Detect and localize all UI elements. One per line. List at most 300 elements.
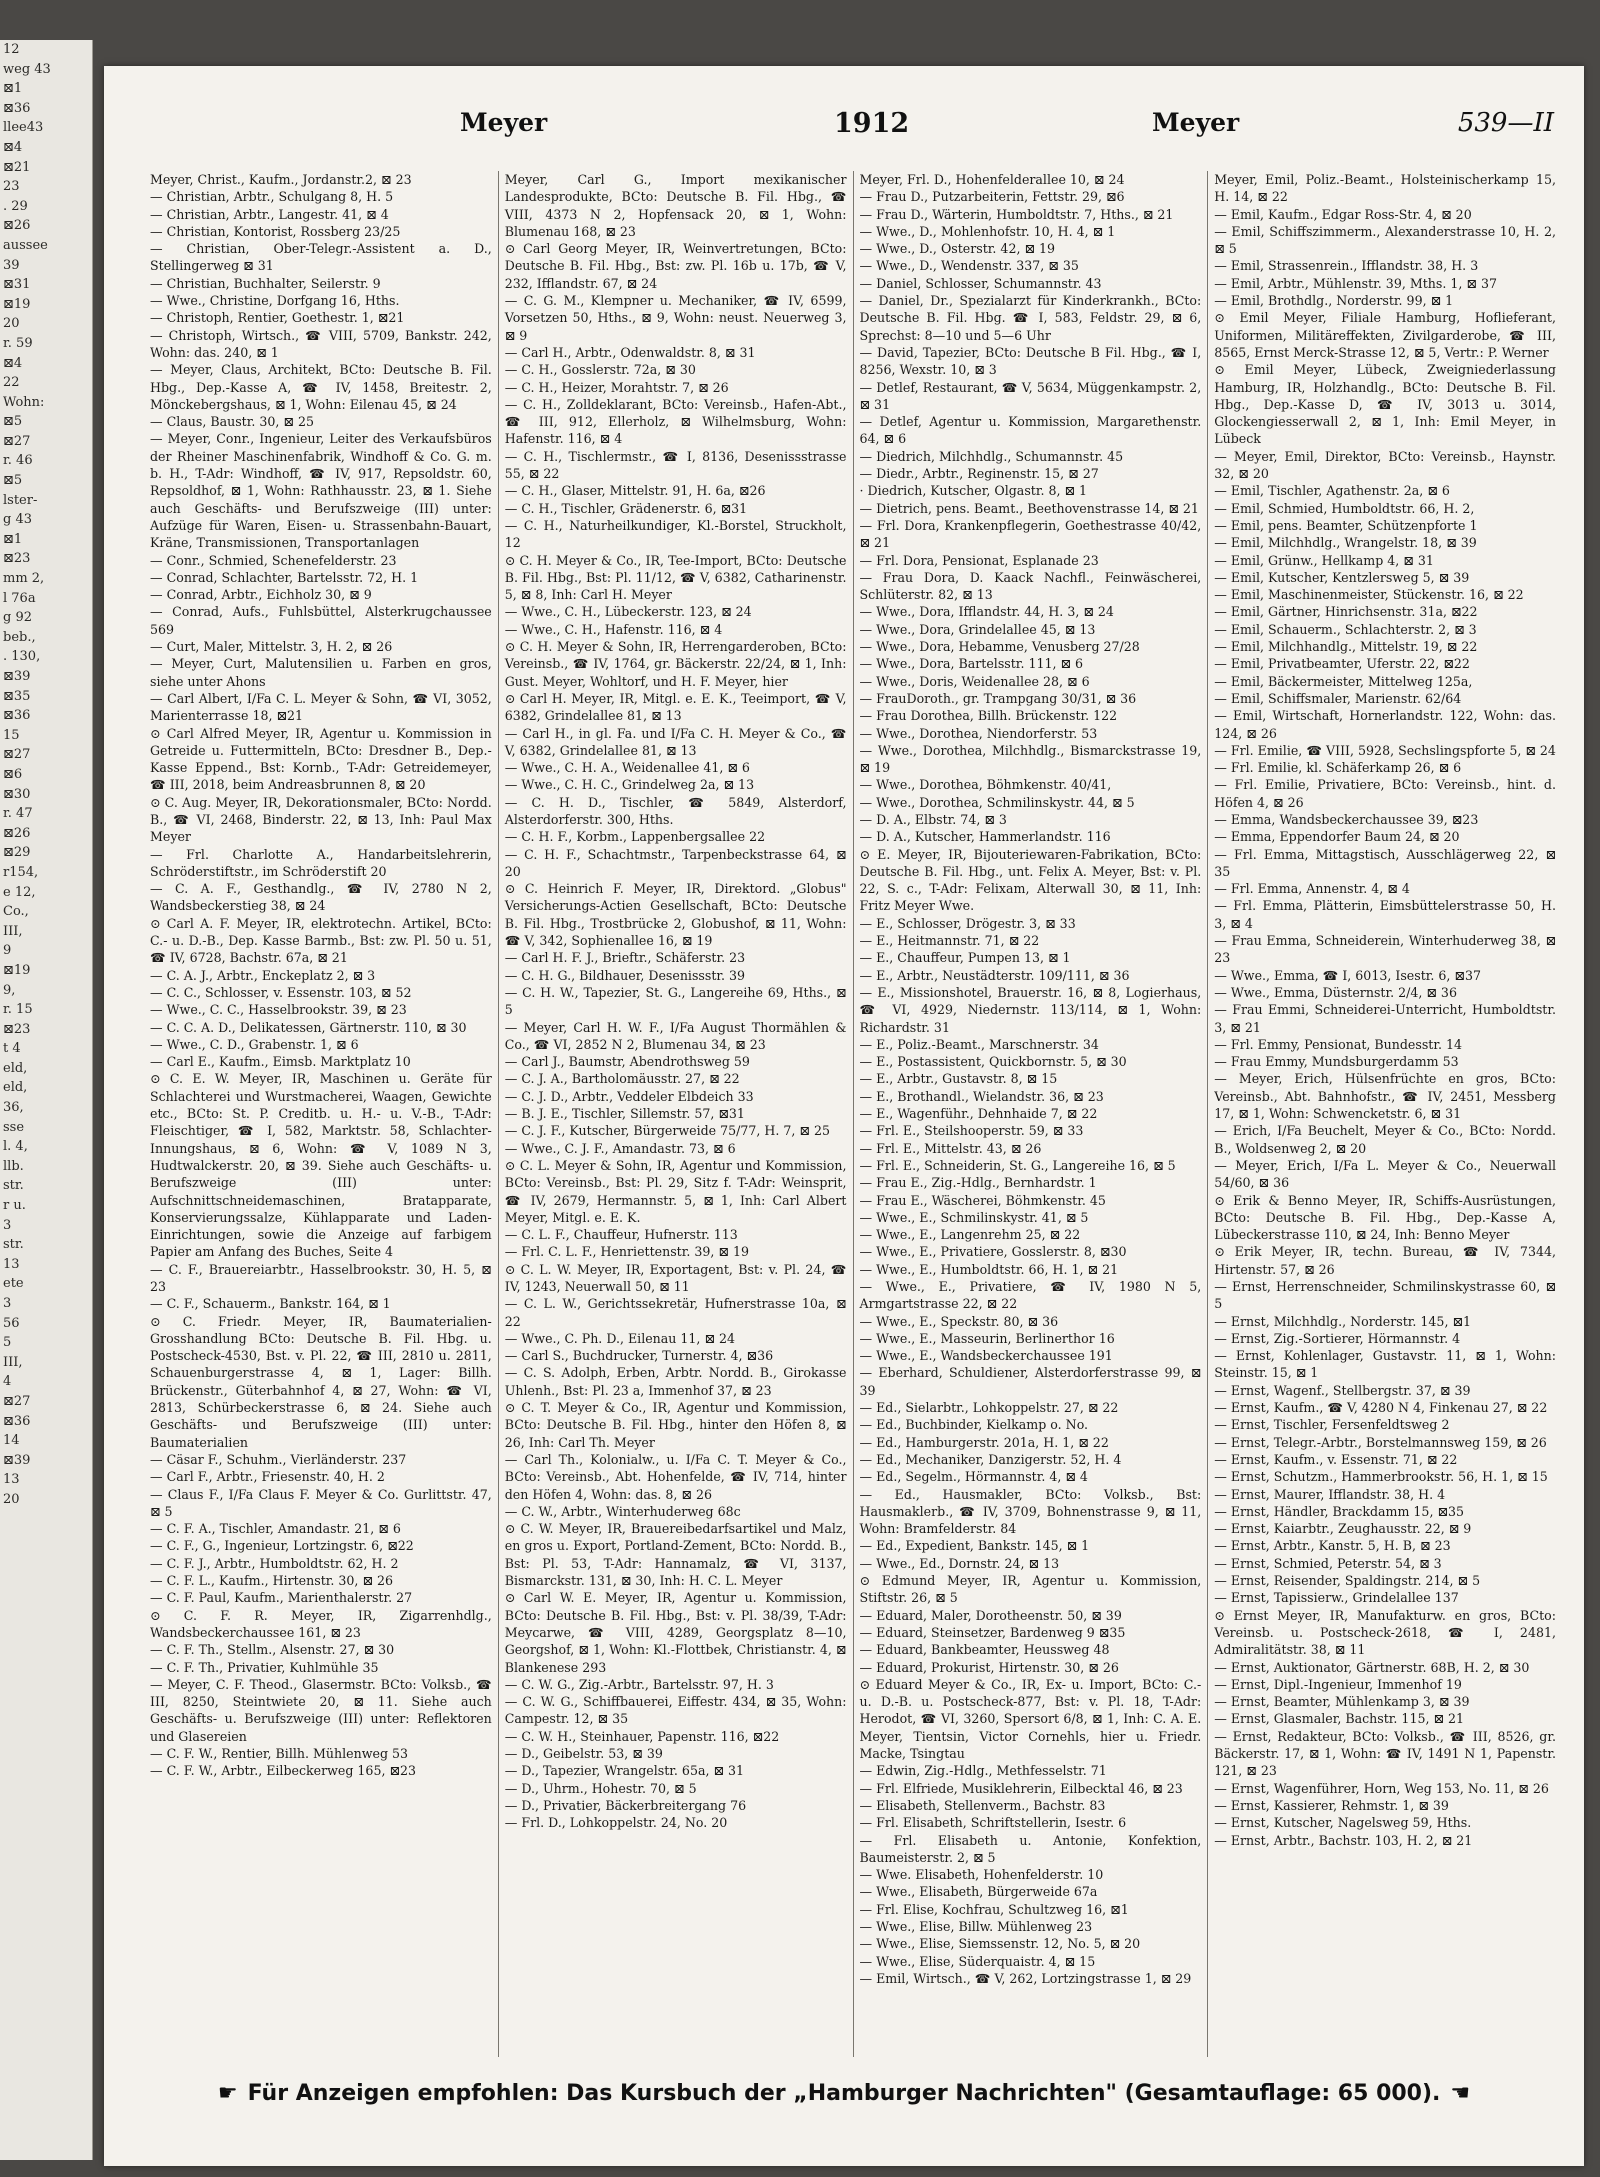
previous-page-fragment: ⊠36 bbox=[3, 100, 31, 116]
previous-page-fragment: ⊠19 bbox=[3, 962, 31, 978]
directory-entry: — Christian, Arbtr., Schulgang 8, H. 5 bbox=[150, 189, 394, 205]
previous-page-fragment: r. 15 bbox=[3, 1002, 33, 1018]
previous-page-fragment: str. bbox=[3, 1237, 24, 1253]
directory-entry: — Wwe., Dorothea, Böhmkenstr. 40/41, bbox=[859, 777, 1112, 793]
footer-text: Für Anzeigen empfohlen: Das Kursbuch der „Hamburger Nachrichten" (Gesamtauflage: 65 000). bbox=[247, 2081, 1441, 2106]
directory-entry: — Emil, Strassenrein., Ifflandstr. 38, H. 3 bbox=[1214, 258, 1479, 274]
directory-entry: — Wwe., E., Langenrehm 25, ⊠ 22 bbox=[859, 1227, 1081, 1243]
directory-entry: ⊙ C. E. W. Meyer, IR, Maschinen u. Geräte für Schlachterei und Wurstmacherei, Waagen, Gewichte etc., BCto: St. P. Creditb. u. H.- u. V.-B., T-Adr: Fleischtiger, ☎ I, 582, Marktstr. 58, Schlachter-Innungshaus, ⊠ 6, Wohn: ☎ V, 1089 N 3, Hudtwalckerstr. 20, ⊠ 39. Siehe auch Geschäfts- u. Berufszweige (III) unter: Aufschnittschneidemaschinen, Bratapparate, Konservierungssalze, Kühlapparate und Laden-Einrichtungen, sowie die Anzeige auf farbigem Papier am Anfang des Buches, Seite 4 bbox=[150, 1071, 492, 1260]
directory-entry: — Ernst, Händler, Brackdamm 15, ⊠35 bbox=[1214, 1503, 1465, 1519]
directory-entry: Meyer, Frl. D., Hohenfelderallee 10, ⊠ 24 bbox=[859, 172, 1125, 187]
directory-entry: — Wwe., C. H., Lübeckerstr. 123, ⊠ 24 bbox=[504, 604, 752, 620]
directory-entry: — C. S. Adolph, Erben, Arbtr. Nordd. B., Girokasse Uhlenh., Bst: Pl. 23 a, Immenhof 37, ⊠ 23 bbox=[504, 1365, 847, 1398]
directory-entry: — Christian, Ober-Telegr.-Assistent a. D., Stellingerweg ⊠ 31 bbox=[150, 241, 492, 274]
directory-entry: — Emil, Schiffszimmerm., Alexanderstrasse 10, H. 2, ⊠ 5 bbox=[1214, 223, 1556, 257]
directory-entry: — Wwe., Dora, Grindelallee 45, ⊠ 13 bbox=[859, 621, 1096, 637]
directory-entry: — Frl. Elise, Kochfrau, Schultzweg 16, ⊠1 bbox=[859, 1901, 1129, 1917]
directory-entry: — C. G. M., Klempner u. Mechaniker, ☎ IV, 6599, Vorsetzen 50, Hths., ⊠ 9, Wohn: neust. Neuerweg 3, ⊠ 9 bbox=[504, 293, 847, 343]
directory-entry: — Wwe., E., Wandsbeckerchaussee 191 bbox=[859, 1348, 1113, 1364]
directory-entry: — Meyer, C. F. Theod., Glasermstr. BCto: Volksb., ☎ III, 8250, Steintwiete 20, ⊠ 11. Siehe auch Geschäfts- u. Berufszweige (III) unter: Reflektoren und Glasereien bbox=[150, 1676, 492, 1744]
directory-entry: — Wwe., Elise, Siemssenstr. 12, No. 5, ⊠ 20 bbox=[859, 1936, 1141, 1952]
column-3 bbox=[854, 171, 1209, 2057]
directory-entry: — Ernst, Arbtr., Bachstr. 103, H. 2, ⊠ 21 bbox=[1214, 1832, 1473, 1848]
previous-page-fragment: ⊠1 bbox=[3, 531, 23, 547]
directory-entry: — Frl. E., Mittelstr. 43, ⊠ 26 bbox=[859, 1140, 1042, 1156]
directory-entry: — Daniel, Dr., Spezialarzt für Kinderkrankh., BCto: Deutsche B. Fil. Hbg. ☎ I, 583, Feldstr. 29, ⊠ 6, Sprechst: 8—10 und 5—6 Uhr bbox=[859, 293, 1202, 343]
previous-page-fragment: 13 bbox=[3, 1472, 20, 1488]
previous-page-fragment: r. 47 bbox=[3, 806, 33, 822]
directory-entry: — D., Tapezier, Wrangelstr. 65a, ⊠ 31 bbox=[504, 1763, 745, 1779]
previous-page-fragment: ⊠36 bbox=[3, 1413, 31, 1429]
directory-entry: — Detlef, Agentur u. Kommission, Margarethenstr. 64, ⊠ 6 bbox=[859, 414, 1202, 447]
directory-entry: ⊙ Carl W. E. Meyer, IR, Agentur u. Kommission, BCto: Deutsche B. Fil. Hbg., Bst: v. Pl. 38/39, T-Adr: Meycarwe, ☎ VIII, 4289, Georgsplatz 8—10, Georgshof, ⊠ 1, Wohn: Kl.-Flottbek, Christianstr. 4, ⊠ Blankenese 293 bbox=[504, 1590, 847, 1675]
column-1 bbox=[144, 171, 499, 2057]
directory-entry: — Frau E., Zig.-Hdlg., Bernhardstr. 1 bbox=[859, 1175, 1097, 1191]
directory-entry: — Emil, Milchhandlg., Mittelstr. 19, ⊠ 22 bbox=[1214, 639, 1478, 655]
directory-entry: — C. J. A., Bartholomäusstr. 27, ⊠ 22 bbox=[504, 1071, 740, 1087]
directory-entry: — Wwe., C. H. A., Weidenallee 41, ⊠ 6 bbox=[504, 760, 750, 776]
directory-entry: ⊙ Erik & Benno Meyer, IR, Schiffs-Ausrüstungen, BCto: Deutsche B. Fil. Hbg., Dep.-Kasse A, Lübeckerstrasse 110, ⊠ 24, Inh: Benno Meyer bbox=[1214, 1192, 1556, 1243]
directory-entry: — Frl. Emmy, Pensionat, Bundesstr. 14 bbox=[1214, 1036, 1463, 1052]
directory-entry: — Ernst, Kaiarbtr., Zeughausstr. 22, ⊠ 9 bbox=[1214, 1521, 1472, 1537]
directory-entry: — Wwe., Emma, ☎ I, 6013, Isestr. 6, ⊠37 bbox=[1214, 967, 1482, 983]
header-right-name: Meyer bbox=[1152, 108, 1240, 137]
previous-page-fragment: . 130, bbox=[3, 649, 41, 665]
directory-entry: — Frl. Elfriede, Musiklehrerin, Eilbecktal 46, ⊠ 23 bbox=[859, 1780, 1183, 1796]
previous-page-fragment: ⊠39 bbox=[3, 669, 31, 684]
directory-entry: — Wwe. Elisabeth, Hohenfelderstr. 10 bbox=[859, 1867, 1104, 1883]
directory-entry: — Emil, Wirtschaft, Hornerlandstr. 122, Wohn: das. 124, ⊠ 26 bbox=[1214, 708, 1556, 741]
directory-entry: — Conrad, Schlachter, Bartelsstr. 72, H. 1 bbox=[150, 569, 419, 585]
directory-entry: — Wwe., E., Humboldtstr. 66, H. 1, ⊠ 21 bbox=[859, 1261, 1119, 1277]
directory-entry: ⊙ C. T. Meyer & Co., IR, Agentur und Kommission, BCto: Deutsche B. Fil. Hbg., hinter den Höfen 8, ⊠ 26, Inh: Carl Th. Meyer bbox=[504, 1400, 847, 1450]
directory-entry: — E., Brothandl., Wielandstr. 36, ⊠ 23 bbox=[859, 1088, 1104, 1104]
previous-page-fragment: eld, bbox=[3, 1080, 28, 1096]
previous-page-fragment: ⊠27 bbox=[3, 433, 31, 449]
directory-entry: — Christoph, Wirtsch., ☎ VIII, 5709, Bankstr. 242, Wohn: das. 240, ⊠ 1 bbox=[150, 327, 492, 360]
directory-entry: — Wwe., C. C., Hasselbrookstr. 39, ⊠ 23 bbox=[150, 1002, 407, 1018]
directory-entry: — D. A., Kutscher, Hammerlandstr. 116 bbox=[859, 829, 1111, 845]
directory-entry: — Ernst, Kohlenlager, Gustavstr. 11, ⊠ 1, Wohn: Steinstr. 15, ⊠ 1 bbox=[1214, 1348, 1556, 1381]
directory-entry: — Ernst, Arbtr., Kanstr. 5, H. B, ⊠ 23 bbox=[1214, 1538, 1451, 1554]
directory-entry: — Meyer, Erich, I/Fa L. Meyer & Co., Neuerwall 54/60, ⊠ 36 bbox=[1214, 1157, 1556, 1191]
directory-entry: — Conr., Schmied, Schenefelderstr. 23 bbox=[150, 552, 397, 568]
directory-entry: — E., Heitmannstr. 71, ⊠ 22 bbox=[859, 933, 1040, 949]
directory-entry: — C. J. D., Arbtr., Veddeler Elbdeich 33 bbox=[504, 1088, 754, 1104]
previous-page-fragment: 3 bbox=[3, 1296, 12, 1311]
previous-page-fragment: llb. bbox=[3, 1158, 24, 1174]
directory-entry: — Ernst, Milchhdlg., Norderstr. 145, ⊠1 bbox=[1214, 1313, 1472, 1329]
directory-entry: — Ernst, Wagenf., Stellbergstr. 37, ⊠ 39 bbox=[1214, 1382, 1471, 1398]
directory-entry: — Ed., Hausmakler, BCto: Volksb., Bst: Hausmaklerb., ☎ IV, 3709, Bohnenstrasse 9, ⊠ 11, Wohn: Bramfelderstr. 84 bbox=[859, 1486, 1202, 1537]
directory-entry: — Wwe., Elise, Süderquaistr. 4, ⊠ 15 bbox=[859, 1953, 1096, 1969]
directory-entry: — Carl H., in gl. Fa. und I/Fa C. H. Meyer & Co., ☎ V, 6382, Grindelallee 81, ⊠ 13 bbox=[504, 725, 847, 758]
directory-entry: — Frl. Emma, Annenstr. 4, ⊠ 4 bbox=[1214, 881, 1410, 897]
directory-entry: — C. F., Schauerm., Bankstr. 164, ⊠ 1 bbox=[150, 1296, 391, 1312]
previous-page-fragment: 23 bbox=[3, 179, 20, 195]
previous-page-fragment: ⊠19 bbox=[3, 296, 31, 312]
directory-entry: ⊙ C. L. W. Meyer, IR, Exportagent, Bst: v. Pl. 24, ☎ IV, 1243, Neuerwall 50, ⊠ 11 bbox=[504, 1261, 847, 1294]
directory-entry: — Emil, Arbtr., Mühlenstr. 39, Mths. 1, ⊠ 37 bbox=[1214, 275, 1497, 291]
directory-entry: — Carl S., Buchdrucker, Turnerstr. 4, ⊠36 bbox=[504, 1348, 774, 1364]
directory-entry: — Ernst, Tapissierw., Grindelallee 137 bbox=[1214, 1590, 1459, 1606]
directory-entry: — Ernst, Auktionator, Gärtnerstr. 68B, H. 2, ⊠ 30 bbox=[1214, 1659, 1530, 1675]
directory-entry: — Frau Dora, D. Kaack Nachfl., Feinwäscherei, Schlüterstr. 82, ⊠ 13 bbox=[859, 569, 1202, 603]
directory-entry: — Frl. D., Lohkoppelstr. 24, No. 20 bbox=[504, 1815, 728, 1831]
directory-entry: — Wwe., Dorothea, Milchhdlg., Bismarckstrasse 19, ⊠ 19 bbox=[859, 742, 1202, 776]
previous-page-fragment: 22 bbox=[3, 375, 20, 391]
directory-entry: — Frl. Elisabeth, Schriftstellerin, Isestr. 6 bbox=[859, 1815, 1127, 1831]
directory-entry: — Wwe., Elise, Billw. Mühlenweg 23 bbox=[859, 1918, 1093, 1934]
directory-entry: — Wwe., C. D., Grabenstr. 1, ⊠ 6 bbox=[150, 1036, 359, 1052]
directory-entry: — Carl Th., Kolonialw., u. I/Fa C. T. Meyer & Co., BCto: Vereinsb., Abt. Hohenfelde, ☎ IV, 714, hinter den Höfen 4, Wohn: das. 8, ⊠ 26 bbox=[504, 1451, 847, 1502]
directory-entry: — Wwe., E., Privatiere, ☎ IV, 1980 N 5, Armgartstrasse 22, ⊠ 22 bbox=[859, 1279, 1202, 1312]
previous-page-fragment: 39 bbox=[3, 257, 20, 273]
directory-entry: — Frl. Elisabeth u. Antonie, Konfektion, Baumeisterstr. 2, ⊠ 5 bbox=[859, 1832, 1202, 1865]
previous-page-fragment: g 92 bbox=[3, 610, 32, 626]
directory-entry: — Daniel, Schlosser, Schumannstr. 43 bbox=[859, 275, 1102, 291]
previous-page-fragment: ete bbox=[3, 1276, 24, 1292]
directory-entry: — Carl J., Baumstr, Abendrothsweg 59 bbox=[504, 1054, 750, 1070]
directory-entry: — C. H., Glaser, Mittelstr. 91, H. 6a, ⊠26 bbox=[504, 483, 766, 499]
directory-entry: — E., Postassistent, Quickbornstr. 5, ⊠ 30 bbox=[859, 1054, 1127, 1070]
previous-page-fragment: ⊠27 bbox=[3, 1393, 31, 1409]
directory-entry: — Wwe., Doris, Weidenallee 28, ⊠ 6 bbox=[859, 673, 1090, 689]
directory-page bbox=[104, 66, 1584, 2166]
directory-entry: — Ernst, Wagenführer, Horn, Weg 153, No. 11, ⊠ 26 bbox=[1214, 1780, 1549, 1796]
directory-entry: — Wwe., Elisabeth, Bürgerweide 67a bbox=[859, 1884, 1098, 1900]
previous-page-fragment: 15 bbox=[3, 727, 20, 743]
header-year: 1912 bbox=[834, 108, 910, 139]
directory-entry: — Diedrich, Milchhdlg., Schumannstr. 45 bbox=[859, 448, 1124, 464]
directory-entry: — D., Privatier, Bäckerbreitergang 76 bbox=[504, 1797, 747, 1813]
directory-entry: — Conrad, Arbtr., Eichholz 30, ⊠ 9 bbox=[150, 587, 372, 603]
previous-page-fragment: r. 46 bbox=[3, 453, 33, 469]
previous-page-fragment: r154, bbox=[3, 864, 39, 880]
directory-entry: ⊙ C. Friedr. Meyer, IR, Baumaterialien-Grosshandlung BCto: Deutsche B. Fil. Hbg. u. Postscheck-4530, Bst. v. Pl. 22, ☎ III, 2810 u. 2811, Schauenburgerstrasse 4, ⊠ 1, Lager: Billh. Brückenstr., Güterbahnhof 4, ⊠ 27, Wohn: ☎ VI, 2813, Schürbeckerstrasse 6, ⊠ 24. Siehe auch Geschäfts- und Berufszweige (III) unter: Baumaterialien bbox=[150, 1313, 492, 1450]
directory-entry: — Carl H., Arbtr., Odenwaldstr. 8, ⊠ 31 bbox=[504, 344, 756, 360]
column-2 bbox=[499, 171, 854, 2057]
directory-entry: — B. J. E., Tischler, Sillemstr. 57, ⊠31 bbox=[504, 1106, 745, 1122]
directory-entry: — C. W. G., Schiffbauerei, Eiffestr. 434, ⊠ 35, Wohn: Campestr. 12, ⊠ 35 bbox=[504, 1694, 847, 1727]
advertisement-footer bbox=[144, 2081, 1544, 2117]
directory-entry: — Wwe., Emma, Düsternstr. 2/4, ⊠ 36 bbox=[1214, 984, 1457, 1000]
directory-entry: — Ernst, Kaufm., v. Essenstr. 71, ⊠ 22 bbox=[1214, 1451, 1458, 1467]
directory-entry: — Dietrich, pens. Beamt., Beethovenstrasse 14, ⊠ 21 bbox=[859, 500, 1199, 516]
previous-page-fragment: 36, bbox=[3, 1100, 24, 1116]
directory-entry: — Ernst, Reisender, Spaldingstr. 214, ⊠ 5 bbox=[1214, 1573, 1481, 1589]
previous-page-fragment: ⊠35 bbox=[3, 688, 31, 704]
directory-entry: — Ernst, Dipl.-Ingenieur, Immenhof 19 bbox=[1214, 1676, 1462, 1692]
directory-entry: — Wwe., E., Schmilinskystr. 41, ⊠ 5 bbox=[859, 1209, 1089, 1225]
previous-page-fragment: mm 2, bbox=[3, 571, 45, 587]
directory-entry: ⊙ Carl Georg Meyer, IR, Weinvertretungen, BCto: Deutsche B. Fil. Hbg., Bst: zw. Pl. 16b u. 17b, ☎ V, 232, Ifflandstr. 67, ⊠ 24 bbox=[504, 241, 847, 291]
directory-entry: ⊙ C. F. R. Meyer, IR, Zigarrenhdlg., Wandsbeckerchaussee 161, ⊠ 23 bbox=[150, 1607, 492, 1640]
directory-entry: — Eberhard, Schuldiener, Alsterdorferstrasse 99, ⊠ 39 bbox=[859, 1365, 1202, 1398]
directory-entry: — Frl. Emma, Plätterin, Eimsbüttelerstrasse 50, H. 3, ⊠ 4 bbox=[1214, 898, 1556, 931]
directory-entry: — Wwe., C. Ph. D., Eilenau 11, ⊠ 24 bbox=[504, 1330, 736, 1346]
directory-entry: — Ernst, Schutzm., Hammerbrookstr. 56, H. 1, ⊠ 15 bbox=[1214, 1469, 1548, 1485]
directory-entry: — Frl. Dora, Pensionat, Esplanade 23 bbox=[859, 552, 1099, 568]
directory-entry: — Wwe., C. J. F., Amandastr. 73, ⊠ 6 bbox=[504, 1140, 736, 1156]
directory-entry: — Carl F., Arbtr., Friesenstr. 40, H. 2 bbox=[150, 1469, 385, 1485]
previous-page-fragment: ⊠4 bbox=[3, 355, 23, 371]
directory-entry: — Frl. C. L. F., Henriettenstr. 39, ⊠ 19 bbox=[504, 1244, 749, 1260]
directory-entry: ⊙ Erik Meyer, IR, techn. Bureau, ☎ IV, 7344, Hirtenstr. 57, ⊠ 26 bbox=[1214, 1244, 1556, 1277]
directory-entry: — Emil, Schiffsmaler, Marienstr. 62/64 bbox=[1214, 690, 1462, 706]
directory-entry: Meyer, Christ., Kaufm., Jordanstr.2, ⊠ 23 bbox=[150, 172, 412, 187]
directory-entry: — Frl. Emilie, ☎ VIII, 5928, Sechslingspforte 5, ⊠ 24 bbox=[1214, 742, 1556, 758]
directory-entry: — Meyer, Conr., Ingenieur, Leiter des Verkaufsbüros der Rheiner Maschinenfabrik, Windhoff & Co. G. m. b. H., T-Adr: Windhoff, ☎ IV, 917, Repsoldstr. 60, Repsoldhof, ⊠ 1, Wohn: Rathhausstr. 23, ⊠ 1. Siehe auch Geschäfts- und Berufszweige (III) unter: Aufzüge für Waren, Eisen- u. Strassenbahn-Bauart, Kräne, Transmissionen, Transportanlagen bbox=[150, 431, 492, 551]
previous-page-fragment: ⊠4 bbox=[3, 139, 23, 155]
directory-entry: — C. H., Naturheilkundiger, Kl.-Borstel, Struckholt, 12 bbox=[504, 517, 847, 551]
directory-entry: — Wwe., Dora, Bartelsstr. 111, ⊠ 6 bbox=[859, 656, 1084, 672]
previous-page-fragment: 14 bbox=[3, 1433, 20, 1449]
directory-entry: — C. H. D., Tischler, ☎ 5849, Alsterdorf, Alsterdorferstr. 300, Hths. bbox=[504, 794, 847, 827]
previous-page-fragment: ⊠31 bbox=[3, 277, 31, 293]
directory-entry: — D., Uhrm., Hohestr. 70, ⊠ 5 bbox=[504, 1780, 697, 1796]
directory-entry: — C. A. J., Arbtr., Enckeplatz 2, ⊠ 3 bbox=[150, 967, 376, 983]
directory-entry: — C. A. F., Gesthandlg., ☎ IV, 2780 N 2, Wandsbeckerstieg 38, ⊠ 24 bbox=[150, 881, 492, 914]
directory-entry: — Frl. Emma, Mittagstisch, Ausschlägerweg 22, ⊠ 35 bbox=[1214, 846, 1556, 879]
previous-page-fragment: aussee bbox=[3, 237, 48, 253]
directory-entry: — Wwe., D., Osterstr. 42, ⊠ 19 bbox=[859, 241, 1056, 257]
directory-entry: — D. A., Elbstr. 74, ⊠ 3 bbox=[859, 811, 1007, 827]
header-left-name: Meyer bbox=[460, 108, 548, 137]
directory-entry: — Emma, Eppendorfer Baum 24, ⊠ 20 bbox=[1214, 829, 1460, 845]
pointing-hand-icon-right: ☚ bbox=[1450, 2081, 1471, 2106]
directory-entry: — Frl. E., Steilshooperstr. 59, ⊠ 33 bbox=[859, 1123, 1084, 1139]
directory-entry: — Emil, Brothdlg., Norderstr. 99, ⊠ 1 bbox=[1214, 293, 1454, 309]
directory-entry: — Wwe., C. H., Hafenstr. 116, ⊠ 4 bbox=[504, 621, 723, 637]
directory-entry: — C. H., Zolldeklarant, BCto: Vereinsb., Hafen-Abt., ☎ III, 912, Ellerholz, ⊠ Wilhelmsburg, Wohn: Hafenstr. 116, ⊠ 4 bbox=[504, 396, 847, 447]
directory-entry: — Wwe., E., Masseurin, Berlinerthor 16 bbox=[859, 1330, 1115, 1346]
previous-page-fragment: l 76a bbox=[3, 590, 36, 606]
previous-page-fragment: . 29 bbox=[3, 198, 28, 214]
directory-entry: — Carl Albert, I/Fa C. L. Meyer & Sohn, ☎ VI, 3052, Marienterrasse 18, ⊠21 bbox=[150, 690, 492, 724]
directory-entry: — C. H. F., Korbm., Lappenbergsallee 22 bbox=[504, 829, 766, 845]
directory-entry: — Wwe., C. H. C., Grindelweg 2a, ⊠ 13 bbox=[504, 777, 755, 793]
directory-entry: — C. F. W., Rentier, Billh. Mühlenweg 53 bbox=[150, 1746, 409, 1762]
directory-entry: — Ed., Mechaniker, Danzigerstr. 52, H. 4 bbox=[859, 1451, 1122, 1467]
previous-page-fragment: ⊠36 bbox=[3, 708, 31, 724]
directory-entry: — Meyer, Emil, Direktor, BCto: Vereinsb., Haynstr. 32, ⊠ 20 bbox=[1214, 448, 1556, 482]
directory-entry: — Emil, Wirtsch., ☎ V, 262, Lortzingstrasse 1, ⊠ 29 bbox=[859, 1970, 1192, 1986]
previous-page-fragment: 9, bbox=[3, 982, 16, 998]
directory-entry: — Emil, Privatbeamter, Uferstr. 22, ⊠22 bbox=[1214, 656, 1470, 672]
previous-page-fragment: ⊠6 bbox=[3, 766, 23, 782]
directory-entry: — Edwin, Zig.-Hdlg., Methfesselstr. 71 bbox=[859, 1763, 1107, 1779]
directory-entry: — Frl. Emilie, Privatiere, BCto: Vereinsb., hint. d. Höfen 4, ⊠ 26 bbox=[1214, 777, 1556, 810]
directory-entry: — C. H. W., Tapezier, St. G., Langereihe 69, Hths., ⊠ 5 bbox=[504, 984, 847, 1018]
directory-entry: — Wwe., Ed., Dornstr. 24, ⊠ 13 bbox=[859, 1555, 1060, 1571]
directory-entry: — C. F. Paul, Kaufm., Marienthalerstr. 27 bbox=[150, 1590, 413, 1606]
previous-page-fragment: llee43 bbox=[3, 120, 44, 136]
directory-entry: · Diedrich, Kutscher, Olgastr. 8, ⊠ 1 bbox=[859, 483, 1088, 499]
directory-entry: — Wwe., Christine, Dorfgang 16, Hths. bbox=[150, 293, 400, 309]
directory-entry: — D., Geibelstr. 53, ⊠ 39 bbox=[504, 1746, 663, 1762]
directory-entry: — E., Wagenführ., Dehnhaide 7, ⊠ 22 bbox=[859, 1106, 1098, 1122]
directory-entry: — Ernst, Beamter, Mühlenkamp 3, ⊠ 39 bbox=[1214, 1694, 1470, 1710]
previous-page-fragment: ⊠23 bbox=[3, 551, 31, 567]
directory-entry: — Ernst, Schmied, Peterstr. 54, ⊠ 3 bbox=[1214, 1555, 1442, 1571]
directory-entry: — C. W. H., Steinhauer, Papenstr. 116, ⊠22 bbox=[504, 1728, 780, 1744]
previous-page-fragment: ⊠39 bbox=[3, 1452, 31, 1468]
directory-entry: — Ernst, Kassierer, Rehmstr. 1, ⊠ 39 bbox=[1214, 1797, 1449, 1813]
directory-entry: — C. L. W., Gerichtssekretär, Hufnerstrasse 10a, ⊠ 22 bbox=[504, 1296, 847, 1329]
previous-page-fragment: ⊠26 bbox=[3, 218, 31, 234]
directory-entry: ⊙ Carl Alfred Meyer, IR, Agentur u. Kommission in Getreide u. Futtermitteln, BCto: Dresdner B., Dep.-Kasse Eppend., Bst: Kornb., T-Adr: Getreidemeyer, ☎ III, 2018, beim Andreasbrunnen 8, ⊠ 20 bbox=[150, 725, 492, 793]
previous-page-fragment: ⊠26 bbox=[3, 825, 31, 841]
directory-entry: — Meyer, Curt, Malutensilien u. Farben en gros, siehe unter Ahons bbox=[150, 656, 492, 689]
directory-entry: — Meyer, Claus, Architekt, BCto: Deutsche B. Fil. Hbg., Dep.-Kasse A, ☎ IV, 1458, Breitestr. 2, Mönckebergshaus, ⊠ 1, Wohn: Eilenau 45, ⊠ 24 bbox=[150, 362, 492, 412]
directory-entry: — Emil, Schauerm., Schlachterstr. 2, ⊠ 3 bbox=[1214, 621, 1477, 637]
previous-page-edge bbox=[0, 40, 93, 2160]
previous-page-fragment: 4 bbox=[3, 1374, 12, 1390]
previous-page-fragment: 56 bbox=[3, 1315, 20, 1331]
directory-entry: — Conrad, Aufs., Fuhlsbüttel, Alsterkrugchaussee 569 bbox=[150, 604, 492, 637]
directory-entry: — C. F. L., Kaufm., Hirtenstr. 30, ⊠ 26 bbox=[150, 1573, 394, 1589]
directory-entry: — Cäsar F., Schuhm., Vierländerstr. 237 bbox=[150, 1451, 407, 1467]
previous-page-fragment: str. bbox=[3, 1178, 24, 1194]
previous-page-fragment: 13 bbox=[3, 1256, 20, 1272]
directory-entry: — Wwe., Dorothea, Schmilinskystr. 44, ⊠ 5 bbox=[859, 794, 1135, 810]
directory-entry: — C. F. Th., Privatier, Kuhlmühle 35 bbox=[150, 1659, 379, 1675]
directory-entry: ⊙ C. Heinrich F. Meyer, IR, Direktord. „Globus" Versicherungs-Actien Gesellschaft, BCto: Deutsche B. Fil. Hbg., Trostbrücke 2, Globushof, ⊠ 11, Wohn: ☎ V, 342, Sophienallee 16, ⊠ 19 bbox=[504, 881, 847, 949]
directory-entry: — C. H., Heizer, Morahtstr. 7, ⊠ 26 bbox=[504, 379, 729, 395]
directory-entry: ⊙ E. Meyer, IR, Bijouteriewaren-Fabrikation, BCto: Deutsche B. Fil. Hbg., unt. Felix A. Meyer, Bst: v. Pl. 22, S. c., T-Adr: Felixam, Alterwall 30, ⊠ 11, Inh: Fritz Meyer Wwe. bbox=[859, 846, 1202, 914]
directory-entry: — Claus F., I/Fa Claus F. Meyer & Co. Gurlittstr. 47, ⊠ 5 bbox=[150, 1486, 492, 1519]
directory-entry: — Meyer, Carl H. W. F., I/Fa August Thormählen & Co., ☎ VI, 2852 N 2, Blumenau 34, ⊠ 23 bbox=[504, 1019, 847, 1052]
directory-entry: — Ed., Hamburgerstr. 201a, H. 1, ⊠ 22 bbox=[859, 1434, 1109, 1450]
directory-entry: — Claus, Baustr. 30, ⊠ 25 bbox=[150, 414, 315, 430]
directory-entry: — C. C., Schlosser, v. Essenstr. 103, ⊠ 52 bbox=[150, 984, 412, 1000]
column-4 bbox=[1208, 171, 1562, 2057]
directory-entry: — C. F. J., Arbtr., Humboldtstr. 62, H. 2 bbox=[150, 1555, 399, 1571]
previous-page-fragment: t 4 bbox=[3, 1041, 21, 1057]
directory-entry: ⊙ Eduard Meyer & Co., IR, Ex- u. Import, BCto: C.- u. D.-B. u. Postscheck-877, Bst: v. Pl. 18, T-Adr: Herodot, ☎ VI, 3260, Spersort 6/8, ⊠ 1, Inh: C. A. E. Meyer, Tientsin, Victor Cornehls, hier u. Friedr. Macke, Tsingtau bbox=[859, 1676, 1202, 1762]
directory-entry: ⊙ C. W. Meyer, IR, Brauereibedarfsartikel und Malz, en gros u. Export, Portland-Zement, BCto: Nordd. B., Bst: Pl. 53, T-Adr: Hannamalz, ☎ VI, 3137, Bismarckstr. 131, ⊠ 30, Inh: H. C. L. Meyer bbox=[504, 1521, 847, 1589]
directory-entry: — C. C. A. D., Delikatessen, Gärtnerstr. 110, ⊠ 30 bbox=[150, 1019, 467, 1035]
directory-entry: — E., Missionshotel, Brauerstr. 16, ⊠ 8, Logierhaus, ☎ VI, 4929, Niedernstr. 113/114, ⊠ 1, Wohn: Richardstr. 31 bbox=[859, 984, 1202, 1035]
directory-entry: — Emma, Wandsbeckerchaussee 39, ⊠23 bbox=[1214, 811, 1479, 827]
directory-entry: — Wwe., Dora, Hebamme, Venusberg 27/28 bbox=[859, 639, 1140, 655]
directory-entry: — Emil, Bäckermeister, Mittelweg 125a, bbox=[1214, 673, 1473, 689]
directory-entry: — Frl. Charlotte A., Handarbeitslehrerin, Schröderstiftstr., im Schröderstift 20 bbox=[150, 846, 492, 879]
directory-entry: ⊙ Edmund Meyer, IR, Agentur u. Kommission, Stiftstr. 26, ⊠ 5 bbox=[859, 1573, 1202, 1606]
previous-page-fragment: 20 bbox=[3, 1491, 20, 1507]
previous-page-fragment: e 12, bbox=[3, 884, 36, 900]
directory-entry: — C. H., Tischler, Grädenerstr. 6, ⊠31 bbox=[504, 500, 748, 516]
previous-page-fragment: sse bbox=[3, 1119, 25, 1135]
directory-entry: — C. F. A., Tischler, Amandastr. 21, ⊠ 6 bbox=[150, 1521, 401, 1537]
previous-page-fragment: g 43 bbox=[3, 512, 32, 528]
previous-page-fragment: Co., bbox=[3, 904, 29, 920]
directory-entry: — Emil, Gärtner, Hinrichsenstr. 31a, ⊠22 bbox=[1214, 604, 1478, 620]
previous-page-fragment: Wohn: bbox=[3, 394, 45, 410]
directory-entry: — Frl. Emilie, kl. Schäferkamp 26, ⊠ 6 bbox=[1214, 760, 1462, 776]
previous-page-fragment: 12 bbox=[3, 42, 20, 57]
directory-entry: ⊙ C. H. Meyer & Sohn, IR, Herrengarderoben, BCto: Vereinsb., ☎ IV, 1764, gr. Bäckerstr. 22/24, ⊠ 1, Inh: Gust. Meyer, Wohltorf, und H. F. Meyer, hier bbox=[504, 639, 847, 689]
directory-entry: — Ed., Expedient, Bankstr. 145, ⊠ 1 bbox=[859, 1538, 1090, 1554]
directory-entry: ⊙ Emil Meyer, Filiale Hamburg, Hoflieferant, Uniformen, Militäreffekten, Zivilgarderobe, ☎ III, 8565, Ernst Merck-Strasse 12, ⊠ 5, Vertr.: P. Werner bbox=[1214, 310, 1556, 360]
directory-entry: — Wwe., Dora, Ifflandstr. 44, H. 3, ⊠ 24 bbox=[859, 604, 1114, 620]
directory-entry: ⊙ Carl A. F. Meyer, IR, elektrotechn. Artikel, BCto: C.- u. D.-B., Dep. Kasse Barmb., Bst: zw. Pl. 50 u. 51, ☎ IV, 6728, Bachstr. 67a, ⊠ 21 bbox=[150, 915, 492, 966]
directory-columns bbox=[144, 171, 1562, 2057]
directory-entry: — Frl. E., Schneiderin, St. G., Langereihe 16, ⊠ 5 bbox=[859, 1157, 1176, 1173]
directory-entry: — David, Tapezier, BCto: Deutsche B Fil. Hbg., ☎ I, 8256, Wexstr. 10, ⊠ 3 bbox=[859, 344, 1202, 378]
previous-page-fragment: 3 bbox=[3, 1217, 12, 1233]
directory-entry: ⊙ Carl H. Meyer, IR, Mitgl. e. E. K., Teeimport, ☎ V, 6382, Grindelallee 81, ⊠ 13 bbox=[504, 690, 847, 724]
directory-entry: — Wwe., D., Wendenstr. 337, ⊠ 35 bbox=[859, 258, 1079, 274]
page-header bbox=[144, 108, 1554, 152]
pointing-hand-icon: ☛ bbox=[217, 2081, 238, 2106]
directory-entry: — Ed., Buchbinder, Kielkamp o. No. bbox=[859, 1417, 1089, 1433]
directory-entry: — Ernst, Kaufm., ☎ V, 4280 N 4, Finkenau 27, ⊠ 22 bbox=[1214, 1400, 1548, 1416]
directory-entry: — Christian, Buchhalter, Seilerstr. 9 bbox=[150, 275, 381, 291]
directory-entry: — C. H. F., Schachtmstr., Tarpenbeckstrasse 64, ⊠ 20 bbox=[504, 846, 847, 879]
directory-entry: — C. W. G., Zig.-Arbtr., Bartelsstr. 97, H. 3 bbox=[504, 1676, 774, 1692]
directory-entry: — Ernst, Maurer, Ifflandstr. 38, H. 4 bbox=[1214, 1486, 1446, 1502]
directory-entry: — Eduard, Prokurist, Hirtenstr. 30, ⊠ 26 bbox=[859, 1659, 1119, 1675]
directory-entry: — Emil, Maschinenmeister, Stückenstr. 16, ⊠ 22 bbox=[1214, 587, 1524, 603]
directory-entry: Meyer, Emil, Poliz.-Beamt., Holsteinischerkamp 15, H. 14, ⊠ 22 bbox=[1214, 172, 1556, 205]
directory-entry: — Christian, Arbtr., Langestr. 41, ⊠ 4 bbox=[150, 206, 389, 222]
directory-entry: — Frau Dorothea, Billh. Brückenstr. 122 bbox=[859, 708, 1118, 724]
previous-page-fragment: r. 59 bbox=[3, 335, 33, 351]
directory-entry: — E., Arbtr., Neustädterstr. 109/111, ⊠ 36 bbox=[859, 967, 1130, 983]
directory-entry: — Ernst, Herrenschneider, Schmilinskystrasse 60, ⊠ 5 bbox=[1214, 1279, 1556, 1312]
previous-page-fragment: eld, bbox=[3, 1060, 28, 1076]
directory-entry: — Christoph, Rentier, Goethestr. 1, ⊠21 bbox=[150, 310, 405, 326]
directory-entry: — Emil, Grünw., Hellkamp 4, ⊠ 31 bbox=[1214, 552, 1434, 568]
directory-entry: — Emil, Kutscher, Kentzlersweg 5, ⊠ 39 bbox=[1214, 569, 1470, 585]
previous-page-fragment: ⊠23 bbox=[3, 1021, 31, 1037]
directory-entry: — Eduard, Maler, Dorotheenstr. 50, ⊠ 39 bbox=[859, 1607, 1122, 1623]
directory-entry: — Frau Emma, Schneiderein, Winterhuderweg 38, ⊠ 23 bbox=[1214, 933, 1556, 966]
previous-page-fragment: ⊠27 bbox=[3, 747, 31, 763]
directory-entry: — Erich, I/Fa Beuchelt, Meyer & Co., BCto: Nordd. B., Woldsenweg 2, ⊠ 20 bbox=[1214, 1123, 1556, 1156]
directory-entry: — Emil, pens. Beamter, Schützenpforte 1 bbox=[1214, 517, 1478, 533]
directory-entry: — Frau D., Wärterin, Humboldtstr. 7, Hths., ⊠ 21 bbox=[859, 206, 1174, 222]
directory-entry: — Emil, Tischler, Agathenstr. 2a, ⊠ 6 bbox=[1214, 483, 1450, 499]
previous-page-fragment: ⊠29 bbox=[3, 845, 31, 861]
directory-entry: ⊙ C. Aug. Meyer, IR, Dekorationsmaler, BCto: Nordd. B., ☎ VI, 2468, Binderstr. 22, ⊠ 13, Inh: Paul Max Meyer bbox=[150, 794, 492, 845]
directory-entry: — Wwe., Dorothea, Niendorferstr. 53 bbox=[859, 725, 1098, 741]
directory-entry: — C. H. G., Bildhauer, Desenissstr. 39 bbox=[504, 967, 746, 983]
directory-entry: — Ernst, Glasmaler, Bachstr. 115, ⊠ 21 bbox=[1214, 1711, 1465, 1727]
directory-entry: ⊙ C. L. Meyer & Sohn, IR, Agentur und Kommission, BCto: Vereinsb., Bst: Pl. 29, Sitz f. T-Adr: Weinsprit, ☎ IV, 2679, Hermannstr. 5, ⊠ 1, Inh: Carl Albert Meyer, Mitgl. e. E. K. bbox=[504, 1157, 847, 1225]
directory-entry: — Ed., Segelm., Hörmannstr. 4, ⊠ 4 bbox=[859, 1469, 1088, 1485]
directory-entry: — Frau E., Wäscherei, Böhmkenstr. 45 bbox=[859, 1192, 1106, 1208]
previous-page-fragment: 5 bbox=[3, 1335, 12, 1351]
directory-entry: — Ernst, Telegr.-Arbtr., Borstelmannsweg 159, ⊠ 26 bbox=[1214, 1434, 1547, 1450]
directory-entry: — Curt, Maler, Mittelstr. 3, H. 2, ⊠ 26 bbox=[150, 639, 393, 655]
previous-page-fragment: III, bbox=[3, 1354, 23, 1370]
directory-entry: — Ernst, Kutscher, Nagelsweg 59, Hths. bbox=[1214, 1815, 1472, 1831]
directory-entry: — Carl E., Kaufm., Eimsb. Marktplatz 10 bbox=[150, 1054, 411, 1070]
directory-entry: — Eduard, Bankbeamter, Heussweg 48 bbox=[859, 1642, 1110, 1658]
directory-entry: — Christian, Kontorist, Rossberg 23/25 bbox=[150, 223, 401, 239]
previous-page-fragment: r u. bbox=[3, 1198, 26, 1214]
directory-entry: — Wwe., E., Privatiere, Gosslerstr. 8, ⊠30 bbox=[859, 1244, 1127, 1260]
directory-entry: — C. L. F., Chauffeur, Hufnerstr. 113 bbox=[504, 1227, 738, 1243]
directory-entry: — Ernst, Zig.-Sortierer, Hörmannstr. 4 bbox=[1214, 1330, 1461, 1346]
previous-page-fragment: ⊠5 bbox=[3, 473, 23, 489]
directory-entry: — Frau Emmi, Schneiderei-Unterricht, Humboldtstr. 3, ⊠ 21 bbox=[1214, 1002, 1556, 1035]
directory-entry: — E., Schlosser, Drögestr. 3, ⊠ 33 bbox=[859, 915, 1076, 931]
directory-entry: — Ernst, Tischler, Fersenfeldtsweg 2 bbox=[1214, 1417, 1450, 1433]
